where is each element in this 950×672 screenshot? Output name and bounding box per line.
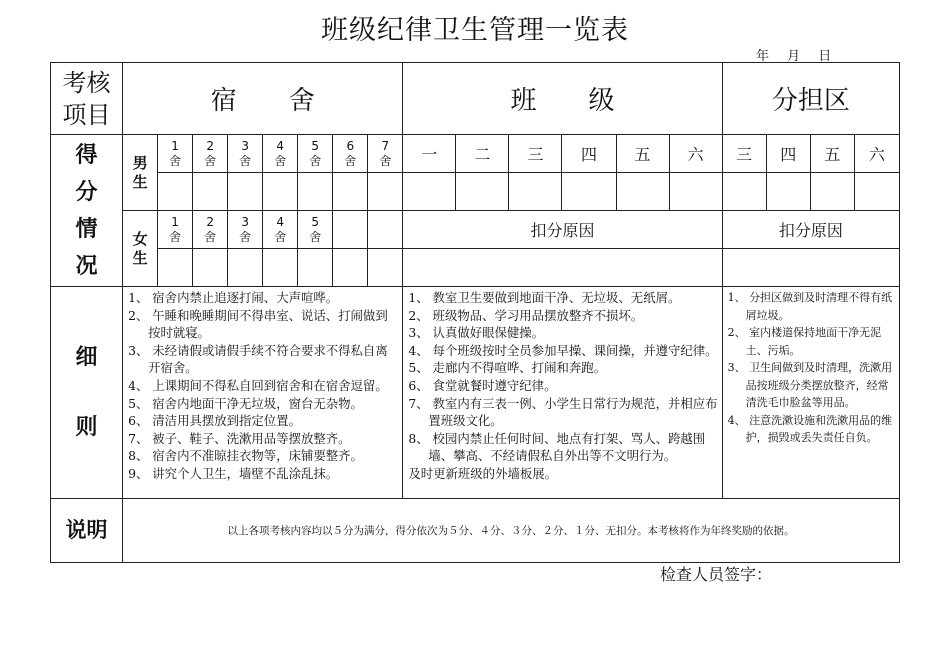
score-cell[interactable] [333,173,368,211]
rule-item: 7、 被子、鞋子、洗漱用品等摆放整齐。 [128,430,351,446]
score-cell[interactable] [766,173,810,211]
score-cell[interactable] [616,173,669,211]
male-room-4: 4 舍 [263,135,298,173]
assessment-item-label: 考核 项目 [51,63,123,135]
rule-item: 5、 宿舍内地面干净无垃圾，窗台无杂物。 [128,395,363,411]
male-room-5: 5 舍 [298,135,333,173]
score-cell[interactable] [263,249,298,287]
male-label: 男 生 [123,135,158,211]
score-cell[interactable] [456,173,509,211]
rule-item: 1、 教室卫生要做到地面干净、无垃圾、无纸屑。 [408,290,681,305]
rules-label: 细 则 [51,287,123,499]
note-text: 以上各项考核内容均以５分为满分，得分依次为５分、４分、３分、２分、１分、无扣分。本考核将作为年终奖励的依据。 [123,499,900,563]
score-cell[interactable] [403,173,456,211]
area-day-4: 四 [766,135,810,173]
female-room-1: 1 舍 [158,211,193,249]
score-cell[interactable] [298,173,333,211]
rule-item: 3、 卫生间做到及时清理，洗漱用品按班级分类摆放整齐，经常清洗毛巾脸盆等用品。 [727,361,893,409]
score-cell[interactable] [854,173,899,211]
score-cell[interactable] [228,249,263,287]
rule-item: 1、 分担区做到及时清理不得有纸屑垃圾。 [727,291,893,322]
score-cell[interactable] [810,173,854,211]
score-cell[interactable] [193,249,228,287]
class-deduct-reason-label: 扣分原因 [403,211,722,249]
class-rules [403,287,722,499]
area-day-3: 三 [722,135,766,173]
class-day-6: 六 [669,135,722,173]
inspector-signature-label: 检查人员签字： [660,565,773,584]
rule-item: 7、 教室内有三表一例、小学生日常行为规范，并相应布置班级文化。 [408,395,718,429]
rule-item: 6、 清洁用具摆放到指定位置。 [128,413,301,429]
rule-item: 3、 认真做好眼保健操。 [408,325,545,341]
male-room-3: 3 舍 [228,135,263,173]
class-day-3: 三 [509,135,562,173]
score-cell[interactable] [368,173,403,211]
rule-item: 8、 宿舍内不准晾挂衣物等，床铺要整齐。 [128,448,363,464]
note-label: 说明 [51,499,123,563]
score-cell[interactable] [263,173,298,211]
empty-cell [333,211,368,249]
score-label: 得 分 情 况 [51,135,123,287]
management-table [50,62,900,563]
female-room-5: 5 舍 [298,211,333,249]
rule-item: 及时更新班级的外墙板展。 [408,465,558,481]
rule-item: 3、 未经请假或请假手续不符合要求不得私自离开宿舍。 [128,342,388,376]
dorm-header: 宿 舍 [123,63,403,135]
female-room-2: 2 舍 [193,211,228,249]
class-day-5: 五 [616,135,669,173]
page-title: 班级纪律卫生管理一览表 [321,15,629,46]
rule-item: 1、 宿舍内禁止追逐打闹、大声喧哗。 [128,290,339,305]
male-room-7: 7 舍 [368,135,403,173]
rule-item: 6、 食堂就餐时遵守纪律。 [408,377,557,393]
male-room-2: 2 舍 [193,135,228,173]
score-cell[interactable] [722,173,766,211]
empty-cell [368,211,403,249]
rule-item: 5、 走廊内不得喧哗、打闹和奔跑。 [408,360,607,376]
male-room-6: 6 舍 [333,135,368,173]
score-cell[interactable] [562,173,616,211]
class-day-4: 四 [562,135,616,173]
rule-item: 4、 注意洗漱设施和洗漱用品的维护，损毁或丢失责任自负。 [727,413,893,444]
class-deduct-reason-input[interactable] [403,249,722,287]
female-label: 女 生 [123,211,158,287]
score-cell[interactable] [228,173,263,211]
rule-item: 2、 室内楼道保持地面干净无泥土、污垢。 [727,326,882,357]
area-day-6: 六 [854,135,899,173]
score-cell[interactable] [333,249,368,287]
female-room-3: 3 舍 [228,211,263,249]
score-cell[interactable] [368,249,403,287]
female-room-4: 4 舍 [263,211,298,249]
rule-item: 9、 讲究个人卫生，墙壁不乱涂乱抹。 [128,465,339,481]
area-deduct-reason-input[interactable] [722,249,899,287]
area-header: 分担区 [722,63,899,135]
class-day-2: 二 [456,135,509,173]
score-cell[interactable] [193,173,228,211]
rule-item: 4、 每个班级按时全员参加早操、课间操，并遵守纪律。 [408,342,718,358]
area-rules [722,287,899,499]
score-cell[interactable] [158,173,193,211]
class-header: 班 级 [403,63,722,135]
score-cell[interactable] [298,249,333,287]
rule-item: 2、 班级物品、学习用品摆放整齐不损坏。 [408,307,644,323]
score-cell[interactable] [509,173,562,211]
dorm-rules [123,287,403,499]
score-cell[interactable] [669,173,722,211]
rule-item: 2、 午睡和晚睡期间不得串室、说话、打闹做到按时就寝。 [128,307,388,341]
area-day-5: 五 [810,135,854,173]
rule-item: 8、 校园内禁止任何时间、地点有打架、骂人、跨越围墙、攀高、不经请假私自外出等不文明行为。 [408,430,706,464]
class-day-1: 一 [403,135,456,173]
date-line: 年 月 日 [756,49,832,64]
score-cell[interactable] [158,249,193,287]
rule-item: 4、 上课期间不得私自回到宿舍和在宿舍逗留。 [128,377,388,393]
area-deduct-reason-label: 扣分原因 [722,211,899,249]
male-room-1: 1 舍 [158,135,193,173]
